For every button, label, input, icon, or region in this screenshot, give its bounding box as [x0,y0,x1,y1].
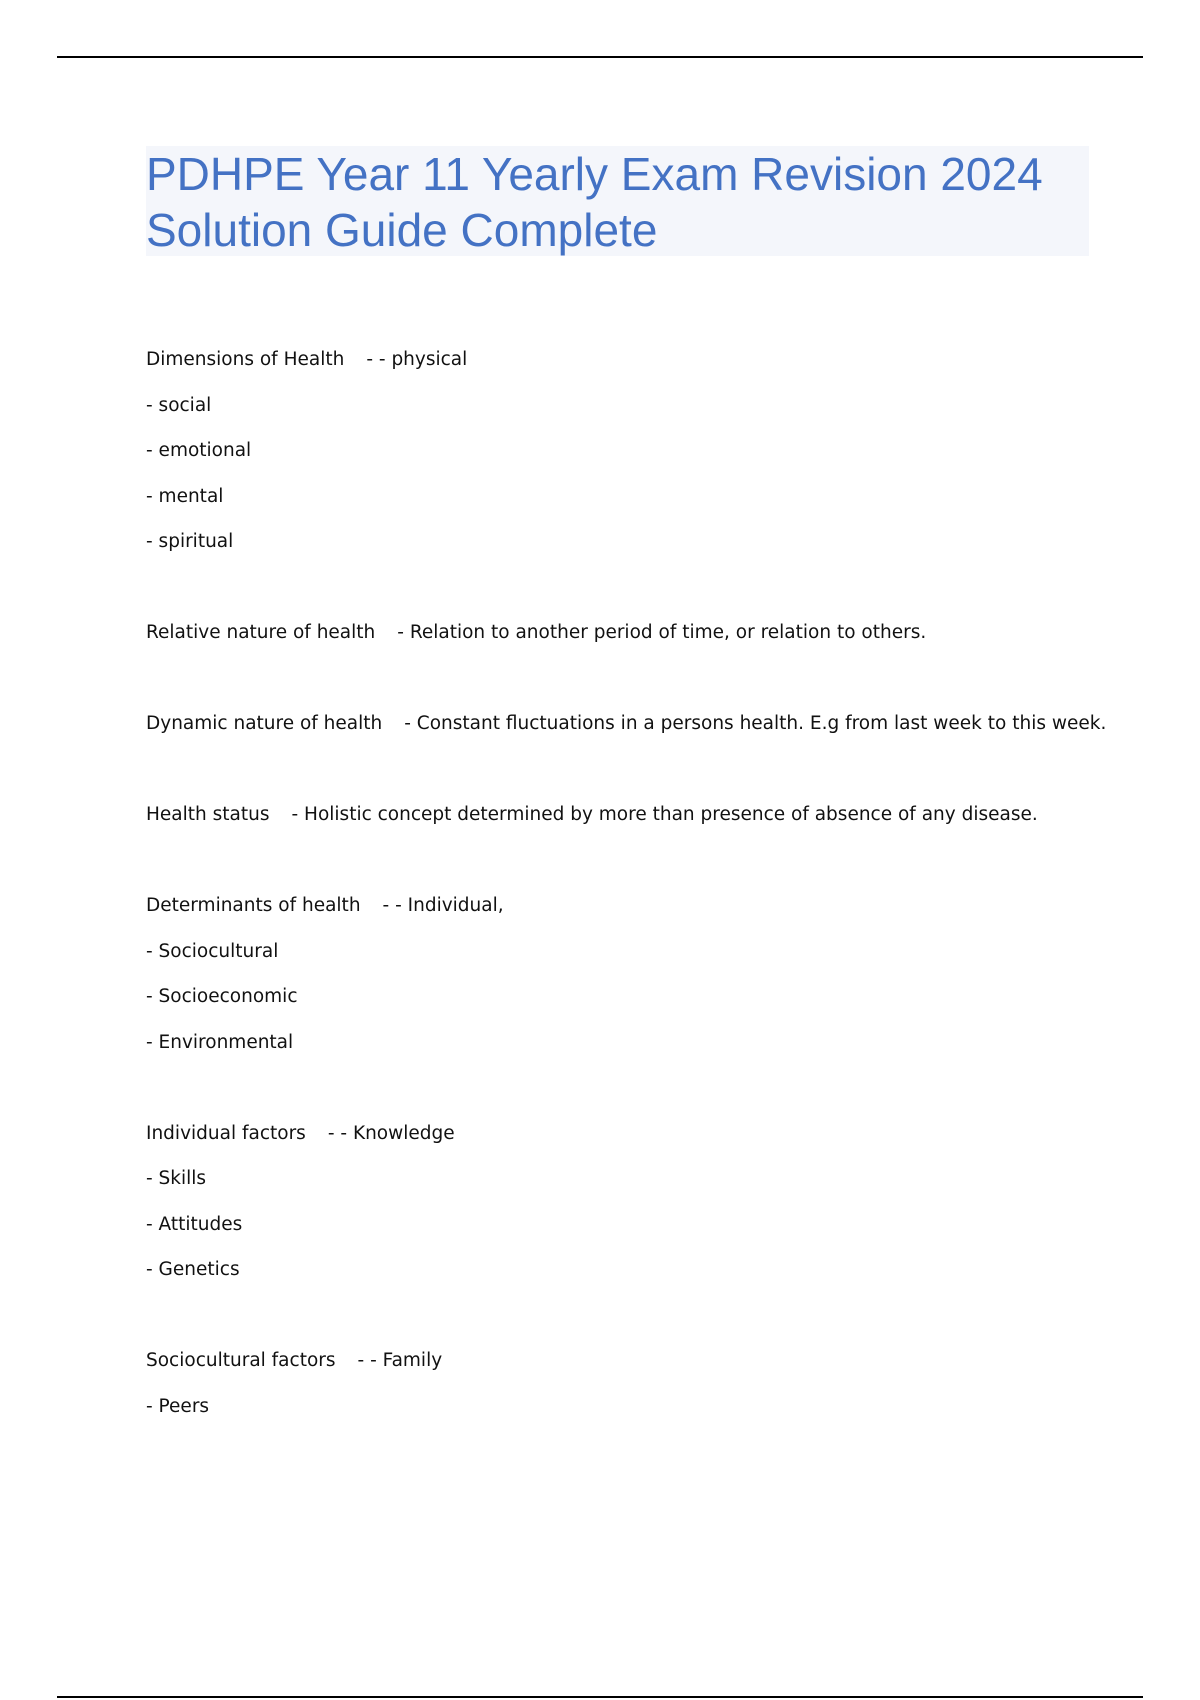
entry-definition: - Constant fluctuations in a persons health. E.g from last week to this week. [404,713,1107,734]
entry-dynamic-nature-of-health [146,712,1106,736]
entry-term: Dynamic nature of health [146,713,383,734]
entry-term: Determinants of health [146,895,361,916]
entry-dimensions-of-health [146,348,467,372]
header-rule [57,56,1143,58]
list-item: - emotional [146,440,252,461]
entry-definition: - - Individual, [382,895,504,916]
entry-term: Sociocultural factors [146,1350,336,1371]
document-title-line-2: Solution Guide Complete [146,204,658,256]
entry-sociocultural-factors [146,1349,442,1373]
entry-term: Individual factors [146,1123,306,1144]
list-item: - Peers [146,1396,210,1417]
entry-term: Relative nature of health [146,622,376,643]
entry-definition: - Relation to another period of time, or relation to others. [397,622,927,643]
entry-health-status [146,803,1038,827]
entry-definition: - Holistic concept determined by more than presence of absence of any disease. [291,804,1038,825]
entry-determinants-of-health [146,894,504,918]
document-title-line-1: PDHPE Year 11 Yearly Exam Revision 2024 [146,148,1043,200]
entry-term: Dimensions of Health [146,349,345,370]
list-item: - Genetics [146,1259,240,1280]
list-item: - Sociocultural [146,941,279,962]
entry-term: Health status [146,804,270,825]
list-item: - Attitudes [146,1214,243,1235]
list-item: - spiritual [146,531,234,552]
list-item: - Socioeconomic [146,986,298,1007]
entry-definition: - - Family [357,1350,443,1371]
list-item: - Skills [146,1168,207,1189]
entry-definition: - - Knowledge [327,1123,455,1144]
entry-definition: - - physical [366,349,468,370]
entry-individual-factors [146,1122,455,1146]
footer-rule [57,1696,1143,1698]
entry-relative-nature-of-health [146,621,926,645]
list-item: - Environmental [146,1032,294,1053]
list-item: - mental [146,486,224,507]
list-item: - social [146,395,212,416]
